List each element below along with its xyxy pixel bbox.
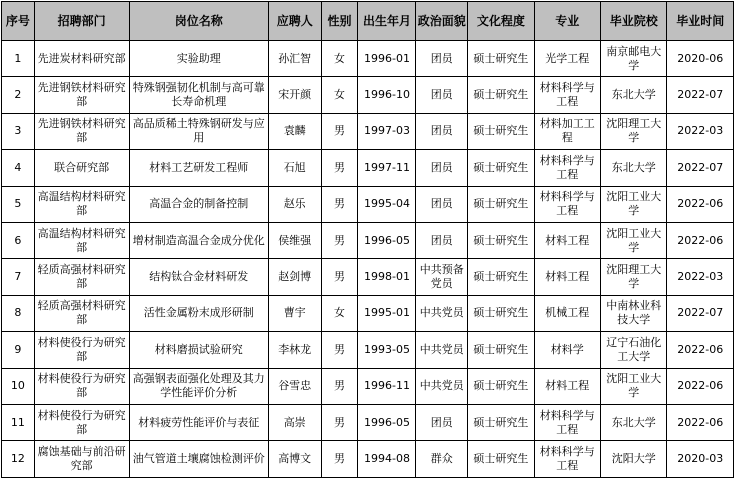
cell-position: 材料工艺研发工程师 [129, 150, 268, 186]
cell-graduation: 2022-06 [667, 404, 734, 440]
cell-major: 机械工程 [534, 295, 600, 331]
cell-gender: 男 [321, 404, 358, 440]
cell-graduation: 2022-06 [667, 332, 734, 368]
cell-major: 材料工程 [534, 222, 600, 258]
table-row [2, 368, 734, 404]
cell-name: 孙汇智 [268, 41, 321, 77]
cell-birth: 1994-08 [358, 441, 416, 477]
cell-position: 活性金属粉末成形研制 [129, 295, 268, 331]
cell-major: 材料工程 [534, 368, 600, 404]
cell-name: 宋开颜 [268, 77, 321, 113]
cell-education: 硕士研究生 [468, 186, 534, 222]
cell-name: 侯维强 [268, 222, 321, 258]
cell-graduation: 2022-06 [667, 222, 734, 258]
cell-index: 3 [2, 113, 35, 149]
cell-political: 中共预备党员 [416, 259, 468, 295]
cell-political: 团员 [416, 77, 468, 113]
header-row [2, 2, 734, 41]
cell-major: 材料工程 [534, 259, 600, 295]
header-dept: 招聘部门 [34, 2, 129, 41]
table-row [2, 150, 734, 186]
cell-school: 沈阳理工大学 [601, 259, 667, 295]
cell-education: 硕士研究生 [468, 295, 534, 331]
cell-education: 硕士研究生 [468, 441, 534, 477]
cell-birth: 1993-05 [358, 332, 416, 368]
cell-index: 2 [2, 77, 35, 113]
cell-graduation: 2022-03 [667, 259, 734, 295]
cell-major: 材料学 [534, 332, 600, 368]
cell-political: 团员 [416, 222, 468, 258]
cell-dept: 高温结构材料研究部 [34, 186, 129, 222]
cell-graduation: 2022-06 [667, 186, 734, 222]
cell-school: 沈阳工业大学 [601, 186, 667, 222]
cell-name: 高博文 [268, 441, 321, 477]
cell-name: 高崇 [268, 404, 321, 440]
cell-gender: 女 [321, 77, 358, 113]
cell-birth: 1996-05 [358, 404, 416, 440]
table-row [2, 41, 734, 77]
cell-birth: 1995-04 [358, 186, 416, 222]
table-row [2, 259, 734, 295]
cell-school: 辽宁石油化工大学 [601, 332, 667, 368]
cell-index: 1 [2, 41, 35, 77]
cell-school: 东北大学 [601, 150, 667, 186]
cell-position: 高温合金的制备控制 [129, 186, 268, 222]
cell-school: 南京邮电大学 [601, 41, 667, 77]
cell-name: 谷雪忠 [268, 368, 321, 404]
cell-major: 材料科学与工程 [534, 186, 600, 222]
cell-dept: 联合研究部 [34, 150, 129, 186]
cell-school: 中南林业科技大学 [601, 295, 667, 331]
header-gender: 性别 [321, 2, 358, 41]
cell-gender: 男 [321, 332, 358, 368]
cell-education: 硕士研究生 [468, 150, 534, 186]
table-row [2, 113, 734, 149]
header-name: 应聘人 [268, 2, 321, 41]
cell-gender: 男 [321, 113, 358, 149]
cell-school: 东北大学 [601, 77, 667, 113]
cell-political: 团员 [416, 41, 468, 77]
cell-school: 沈阳工业大学 [601, 222, 667, 258]
cell-graduation: 2020-03 [667, 441, 734, 477]
cell-position: 增材制造高温合金成分优化 [129, 222, 268, 258]
cell-political: 中共党员 [416, 295, 468, 331]
cell-school: 沈阳工业大学 [601, 368, 667, 404]
cell-education: 硕士研究生 [468, 332, 534, 368]
cell-education: 硕士研究生 [468, 222, 534, 258]
cell-political: 团员 [416, 150, 468, 186]
cell-dept: 材料使役行为研究部 [34, 404, 129, 440]
cell-position: 油气管道土壤腐蚀检测评价 [129, 441, 268, 477]
cell-birth: 1998-01 [358, 259, 416, 295]
cell-dept: 材料使役行为研究部 [34, 332, 129, 368]
cell-name: 赵乐 [268, 186, 321, 222]
cell-education: 硕士研究生 [468, 368, 534, 404]
cell-gender: 男 [321, 368, 358, 404]
cell-gender: 男 [321, 186, 358, 222]
cell-dept: 先进钢铁材料研究部 [34, 113, 129, 149]
cell-birth: 1996-11 [358, 368, 416, 404]
header-major: 专业 [534, 2, 600, 41]
cell-major: 材料科学与工程 [534, 77, 600, 113]
cell-name: 曹宇 [268, 295, 321, 331]
cell-major: 材料科学与工程 [534, 150, 600, 186]
cell-gender: 男 [321, 150, 358, 186]
cell-dept: 先进炭材料研究部 [34, 41, 129, 77]
header-education: 文化程度 [468, 2, 534, 41]
table-row [2, 222, 734, 258]
cell-position: 高强钢表面强化处理及其力学性能评价分析 [129, 368, 268, 404]
cell-index: 12 [2, 441, 35, 477]
cell-gender: 女 [321, 295, 358, 331]
cell-dept: 腐蚀基础与前沿研究部 [34, 441, 129, 477]
cell-index: 5 [2, 186, 35, 222]
cell-dept: 高温结构材料研究部 [34, 222, 129, 258]
cell-graduation: 2022-07 [667, 295, 734, 331]
table-row [2, 332, 734, 368]
cell-political: 团员 [416, 404, 468, 440]
cell-graduation: 2020-06 [667, 41, 734, 77]
cell-position: 材料疲劳性能评价与表征 [129, 404, 268, 440]
table-row [2, 77, 734, 113]
cell-major: 材料科学与工程 [534, 404, 600, 440]
cell-graduation: 2022-07 [667, 150, 734, 186]
cell-education: 硕士研究生 [468, 113, 534, 149]
cell-education: 硕士研究生 [468, 404, 534, 440]
header-birth: 出生年月 [358, 2, 416, 41]
cell-index: 8 [2, 295, 35, 331]
table-row [2, 295, 734, 331]
cell-education: 硕士研究生 [468, 77, 534, 113]
cell-major: 材料加工工程 [534, 113, 600, 149]
cell-school: 沈阳理工大学 [601, 113, 667, 149]
cell-gender: 男 [321, 222, 358, 258]
cell-education: 硕士研究生 [468, 41, 534, 77]
cell-birth: 1997-11 [358, 150, 416, 186]
cell-index: 10 [2, 368, 35, 404]
cell-dept: 轻质高强材料研究部 [34, 295, 129, 331]
table-row [2, 186, 734, 222]
cell-graduation: 2022-07 [667, 77, 734, 113]
cell-birth: 1997-03 [358, 113, 416, 149]
cell-school: 沈阳大学 [601, 441, 667, 477]
cell-index: 9 [2, 332, 35, 368]
cell-dept: 材料使役行为研究部 [34, 368, 129, 404]
cell-gender: 男 [321, 441, 358, 477]
cell-school: 东北大学 [601, 404, 667, 440]
header-index: 序号 [2, 2, 35, 41]
cell-graduation: 2022-03 [667, 113, 734, 149]
cell-position: 材料磨损试验研究 [129, 332, 268, 368]
cell-index: 11 [2, 404, 35, 440]
header-school: 毕业院校 [601, 2, 667, 41]
cell-major: 光学工程 [534, 41, 600, 77]
cell-major: 材料科学与工程 [534, 441, 600, 477]
recruitment-table [1, 1, 734, 478]
cell-graduation: 2022-06 [667, 368, 734, 404]
cell-index: 7 [2, 259, 35, 295]
cell-index: 4 [2, 150, 35, 186]
cell-birth: 1996-05 [358, 222, 416, 258]
cell-name: 赵剑博 [268, 259, 321, 295]
cell-political: 中共党员 [416, 368, 468, 404]
table-row [2, 441, 734, 477]
cell-position: 结构钛合金材料研发 [129, 259, 268, 295]
cell-position: 实验助理 [129, 41, 268, 77]
cell-name: 袁麟 [268, 113, 321, 149]
cell-position: 高品质稀土特殊钢研发与应用 [129, 113, 268, 149]
cell-dept: 轻质高强材料研究部 [34, 259, 129, 295]
header-graduation: 毕业时间 [667, 2, 734, 41]
cell-dept: 先进钢铁材料研究部 [34, 77, 129, 113]
cell-index: 6 [2, 222, 35, 258]
cell-gender: 男 [321, 259, 358, 295]
cell-birth: 1996-01 [358, 41, 416, 77]
cell-political: 群众 [416, 441, 468, 477]
cell-position: 特殊钢强韧化机制与高可靠长寿命机理 [129, 77, 268, 113]
cell-name: 石旭 [268, 150, 321, 186]
cell-birth: 1996-10 [358, 77, 416, 113]
header-political: 政治面貌 [416, 2, 468, 41]
table-body [2, 41, 734, 478]
cell-name: 李林龙 [268, 332, 321, 368]
cell-education: 硕士研究生 [468, 259, 534, 295]
cell-birth: 1995-01 [358, 295, 416, 331]
cell-political: 团员 [416, 186, 468, 222]
cell-political: 团员 [416, 113, 468, 149]
cell-political: 中共党员 [416, 332, 468, 368]
table-row [2, 404, 734, 440]
header-position: 岗位名称 [129, 2, 268, 41]
cell-gender: 女 [321, 41, 358, 77]
